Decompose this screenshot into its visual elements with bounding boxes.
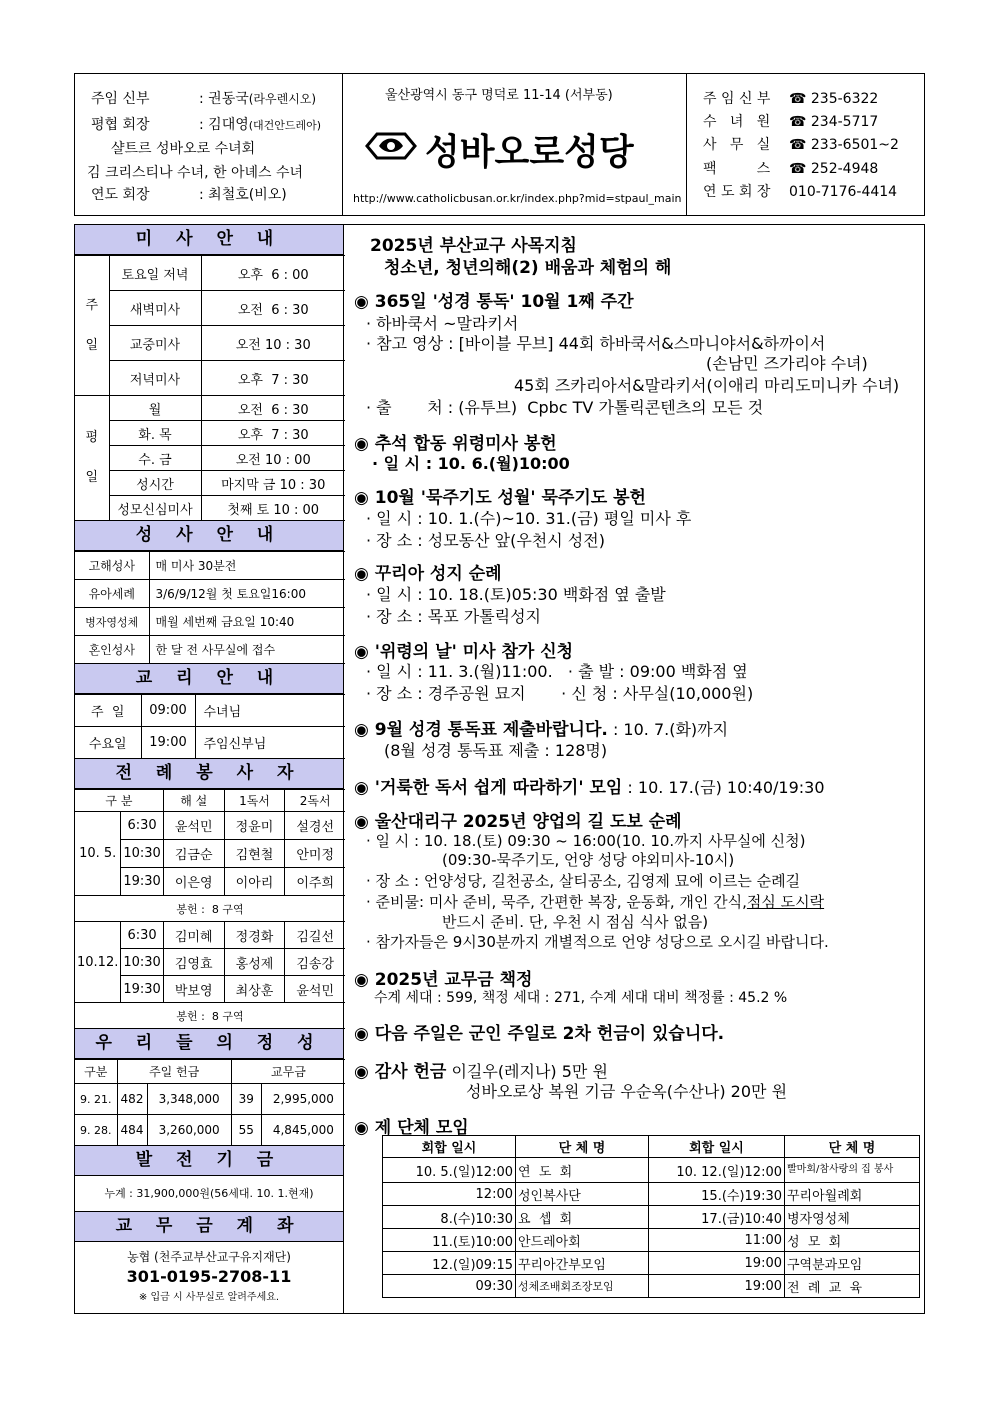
sunday-count: 482 — [117, 1084, 147, 1115]
service-time: 10:30 — [121, 840, 163, 868]
meeting-time: 12.(일)09:15 — [383, 1252, 516, 1275]
meeting-group: 성인복사단 — [516, 1183, 649, 1206]
reader-2: 이주희 — [285, 868, 345, 896]
meeting-group: 연 도 회 — [516, 1158, 649, 1183]
commentator: 김영효 — [163, 949, 224, 976]
dues-count: 39 — [231, 1084, 261, 1115]
meeting-time: 19:00 — [649, 1252, 785, 1275]
mass-main: 교중미사 — [109, 326, 201, 361]
meeting-group: 전 례 교 육 — [785, 1275, 920, 1298]
notice-line: 수계 세대 : 599, 책정 세대 : 271, 수계 세대 대비 책정률 : 45.2 % — [374, 990, 788, 1006]
meeting-time: 19:00 — [649, 1275, 785, 1298]
meeting-time: 12:00 — [383, 1183, 516, 1206]
development-total: 누계 : 31,900,000원(56세대. 10. 1.현재) — [75, 1176, 343, 1212]
mass-time: 오후 7 : 30 — [201, 361, 345, 396]
offering-group: 봉헌 : 8 구역 — [75, 1003, 345, 1029]
meetings-table — [382, 1135, 920, 1298]
staff-priest: 주임 신부 : 권동국(라우렌시오) — [91, 91, 317, 107]
commentator: 이은영 — [163, 868, 224, 896]
sacrament-table — [75, 551, 345, 664]
col-header: 주일 헌금 — [117, 1060, 231, 1084]
reader-2: 안미정 — [285, 840, 345, 868]
reader-1: 홍성제 — [224, 949, 285, 976]
mass-wed-fri: 수. 금 — [109, 446, 201, 471]
meeting-time: 17.(금)10:40 — [649, 1206, 785, 1229]
notice-line: · 참가자들은 9시30분까지 개별적으로 언양 성당으로 오시길 바랍니다. — [366, 933, 829, 951]
contact-office: 사 무 실 ☎ 233-6501~2 — [703, 137, 899, 153]
church-panel — [343, 74, 687, 215]
service-time: 19:30 — [121, 868, 163, 896]
commentator: 박보영 — [163, 976, 224, 1003]
meeting-time: 11.(토)10:00 — [383, 1229, 516, 1252]
meeting-group: 빨마회/참사랑의 집 봉사 — [785, 1158, 920, 1183]
church-name: 성바오로성당 — [425, 132, 634, 173]
dues-amount: 2,995,000 — [261, 1084, 345, 1115]
reader-1: 최상훈 — [224, 976, 285, 1003]
meeting-time: 15.(수)19:30 — [649, 1183, 785, 1206]
meeting-group: 안드레아회 — [516, 1229, 649, 1252]
meeting-group: 꾸리아월례회 — [785, 1183, 920, 1206]
account-note: ※ 입금 시 사무실로 알려주세요. — [138, 1292, 280, 1303]
liturgy-table — [75, 789, 345, 1029]
col-header: 단 체 명 — [516, 1136, 649, 1158]
meeting-group: 구역분과모임 — [785, 1252, 920, 1275]
notice-memorial-mass: ◉ 추석 합동 위령미사 봉헌 — [354, 434, 557, 454]
mass-time: 오전 10 : 30 — [201, 326, 345, 361]
account-bank: 농협 (천주교부산교구유지재단) — [127, 1250, 291, 1264]
sunday-amount: 3,348,000 — [147, 1084, 231, 1115]
dues-count: 55 — [231, 1115, 261, 1146]
notice-dues: ◉ 2025년 교무금 책정 — [354, 970, 533, 990]
reader-1: 김현철 — [224, 840, 285, 868]
notice-line: · 준비물: 미사 준비, 묵주, 간편한 복장, 운동화, 개인 간식,점심 도시락 — [366, 893, 825, 911]
notice-bible-reading: ◉ 365일 '성경 통독' 10월 1째 주간 — [354, 292, 634, 312]
notice-all-souls: ◉ '위령의 날' 미사 참가 신청 — [354, 642, 574, 662]
catechism-day: 주 일 — [75, 695, 141, 727]
notice-bible-sheet: ◉ 9월 성경 통독표 제출바랍니다. : 10. 7.(화)까지 — [354, 720, 729, 740]
mass-time: 오전 10 : 00 — [201, 446, 345, 471]
notice-lectio: ◉ '거룩한 독서 쉽게 따라하기' 모임 : 10. 17.(금) 10:40/19:30 — [354, 778, 825, 798]
meeting-group: 꾸리아간부모임 — [516, 1252, 649, 1275]
notice-line: (손남민 즈가리야 수녀) — [706, 354, 868, 373]
notice-line: · 장 소 : 언양성당, 길천공소, 살티공소, 김영제 묘에 이르는 순례길 — [366, 872, 801, 890]
service-date: 10.12. — [75, 922, 121, 1003]
notice-rosary: ◉ 10월 '묵주기도 성월' 묵주기도 봉헌 — [354, 488, 646, 508]
mass-time: 마지막 금 10 : 30 — [201, 471, 345, 496]
meeting-time: 09:30 — [383, 1275, 516, 1298]
col-header: 구 분 — [75, 790, 163, 812]
catechism-teacher: 주임신부님 — [195, 727, 345, 759]
notice-second-collection: ◉ 다음 주일은 군인 주일로 2차 헌금이 있습니다. — [354, 1024, 725, 1044]
mass-mon: 월 — [109, 396, 201, 421]
sunday-count: 484 — [117, 1115, 147, 1146]
liturgy-title: 전 례 봉 사 자 — [75, 759, 343, 789]
sacrament-info: 매 미사 30분전 — [149, 552, 345, 580]
mass-sat-eve: 토요일 저녁 — [109, 256, 201, 291]
notice-line: · 참고 영상 : [바이블 무브] 44회 하바쿡서&스마니야서&하까이서 — [366, 334, 826, 353]
meeting-group: 성체조배회조장모임 — [516, 1275, 649, 1298]
col-header: 1독서 — [224, 790, 285, 812]
reader-1: 이아리 — [224, 868, 285, 896]
marian-mass: 성모신심미사 — [109, 496, 201, 521]
contacts-panel — [687, 74, 925, 215]
service-date: 10. 5. — [75, 812, 121, 896]
notice-line: · 일 시 : 10. 1.(수)~10. 31.(금) 평일 미사 후 — [366, 509, 692, 528]
staff-sisters: 샬트르 성바오로 수녀회 — [111, 141, 256, 157]
notice-line: 반드시 준비. 단, 우천 시 점심 식사 없음) — [442, 913, 709, 931]
service-time: 6:30 — [121, 922, 163, 949]
mass-table — [75, 255, 345, 521]
sacrament-title: 성 사 안 내 — [75, 521, 343, 551]
notice-walking-pilgrimage: ◉ 울산대리구 2025년 양업의 길 도보 순례 — [354, 812, 682, 832]
col-header: 해 설 — [163, 790, 224, 812]
notice-line: 45회 즈카리아서&말라키서(이애리 마리도미니카 수녀) — [514, 376, 900, 395]
sunday-label: 주 일 — [75, 256, 109, 396]
meeting-group: 요 셉 회 — [516, 1206, 649, 1229]
notice-line: (8월 성경 통독표 제출 : 128명) — [384, 741, 608, 760]
meeting-group: 병자영성체 — [785, 1206, 920, 1229]
sacrament-info: 한 달 전 사무실에 접수 — [149, 636, 345, 664]
dues-amount: 4,845,000 — [261, 1115, 345, 1146]
catechism-table — [75, 694, 345, 759]
meeting-time: 10. 5.(일)12:00 — [383, 1158, 516, 1183]
contact-convent: 수 녀 원 ☎ 234-5717 — [703, 114, 879, 130]
offering-date: 9. 21. — [75, 1084, 117, 1115]
sunday-amount: 3,260,000 — [147, 1115, 231, 1146]
right-column — [344, 224, 925, 1314]
mass-time: 오전 6 : 30 — [201, 396, 345, 421]
staff-sister-names: 김 크리스티나 수녀, 한 아녜스 수녀 — [87, 165, 304, 181]
holy-hour: 성시간 — [109, 471, 201, 496]
mass-time: 오전 6 : 30 — [201, 291, 345, 326]
offering-table — [75, 1059, 345, 1146]
col-header: 회합 일시 — [383, 1136, 516, 1158]
service-time: 19:30 — [121, 976, 163, 1003]
col-header: 2독서 — [285, 790, 345, 812]
catechism-time: 19:00 — [141, 727, 195, 759]
mass-evening: 저녁미사 — [109, 361, 201, 396]
sacrament-info: 매월 세번째 금요일 10:40 — [149, 608, 345, 636]
offering-title: 우 리 들 의 정 성 — [75, 1029, 343, 1059]
catechism-title: 교 리 안 내 — [75, 664, 343, 694]
website-link[interactable]: http://www.catholicbusan.or.kr/index.php?mid=stpaul_main — [353, 192, 682, 205]
account-number: 301-0195-2708-11 — [126, 1267, 292, 1286]
mass-time: 첫째 토 10 : 00 — [201, 496, 345, 521]
meeting-time: 8.(수)10:30 — [383, 1206, 516, 1229]
sacrament-name: 병자영성체 — [75, 608, 149, 636]
church-logo-icon — [363, 126, 419, 170]
reader-1: 정경화 — [224, 922, 285, 949]
col-header: 교무금 — [231, 1060, 345, 1084]
staff-yeondo: 연도 회장 : 최철호(비오) — [91, 187, 287, 203]
notice-line: · 장 소 : 경주공원 묘지 · 신 청 : 사무실(10,000원) — [366, 684, 754, 703]
offering-group: 봉헌 : 8 구역 — [75, 896, 345, 922]
meeting-time: 11:00 — [649, 1229, 785, 1252]
notice-line: · 일 시 : 10. 18.(토)05:30 백화점 옆 출발 — [366, 585, 666, 604]
address: 울산광역시 동구 명덕로 11-14 (서부동) — [385, 88, 613, 103]
service-time: 10:30 — [121, 949, 163, 976]
catechism-time: 09:00 — [141, 695, 195, 727]
sacrament-info: 3/6/9/12월 첫 토요일16:00 — [149, 580, 345, 608]
pastoral-subtitle: 청소년, 청년의해(2) 배움과 체험의 해 — [384, 258, 672, 278]
notice-line: 성바오로상 복원 기금 우순옥(수산나) 20만 원 — [466, 1082, 788, 1101]
notice-line: · 일 시 : 10. 6.(월)10:00 — [372, 454, 570, 473]
bulletin-header — [74, 73, 925, 216]
contact-fax: 팩 스 ☎ 252-4948 — [703, 161, 879, 177]
col-header: 구분 — [75, 1060, 117, 1084]
reader-1: 정윤미 — [224, 812, 285, 840]
catechism-day: 수요일 — [75, 727, 141, 759]
account-title: 교 무 금 계 좌 — [75, 1212, 343, 1242]
col-header: 단 체 명 — [785, 1136, 920, 1158]
mass-dawn: 새벽미사 — [109, 291, 201, 326]
notice-line: · 출 처 : (유투브) Cpbc TV 가톨릭콘텐츠의 모든 것 — [366, 398, 764, 417]
notice-line: · 장 소 : 목포 가톨릭성지 — [366, 607, 542, 626]
reader-2: 설경선 — [285, 812, 345, 840]
mass-tue-thu: 화. 목 — [109, 421, 201, 446]
reader-2: 김길선 — [285, 922, 345, 949]
notice-line: (09:30-묵주기도, 언양 성당 야외미사-10시) — [442, 851, 735, 869]
sacrament-name: 고해성사 — [75, 552, 149, 580]
left-column — [74, 224, 344, 1314]
notice-line: · 일 시 : 11. 3.(월)11:00. · 출 발 : 09:00 백화점 옆 — [366, 662, 748, 681]
commentator: 윤석민 — [163, 812, 224, 840]
sacrament-name: 유아세례 — [75, 580, 149, 608]
contact-yeondo: 연 도 회 장 010-7176-4414 — [703, 184, 898, 200]
sacrament-name: 혼인성사 — [75, 636, 149, 664]
offering-date: 9. 28. — [75, 1115, 117, 1146]
reader-2: 김송강 — [285, 949, 345, 976]
reader-2: 윤석민 — [285, 976, 345, 1003]
col-header: 회합 일시 — [649, 1136, 785, 1158]
mass-title: 미 사 안 내 — [75, 225, 343, 255]
staff-panel — [75, 74, 343, 215]
catechism-teacher: 수녀님 — [195, 695, 345, 727]
notice-line: · 장 소 : 성모동산 앞(우천시 성전) — [366, 531, 605, 550]
meetings-title: ◉ 제 단체 모임 — [354, 1118, 469, 1138]
commentator: 김금순 — [163, 840, 224, 868]
mass-time: 오후 6 : 00 — [201, 256, 345, 291]
mass-time: 오후 7 : 30 — [201, 421, 345, 446]
meeting-group: 성 모 회 — [785, 1229, 920, 1252]
pastoral-title: 2025년 부산교구 사목지침 — [370, 236, 577, 256]
weekday-label: 평 일 — [75, 396, 109, 521]
notice-line: · 일 시 : 10. 18.(토) 09:30 ~ 16:00(10. 10.까지 사무실에 신청) — [366, 832, 806, 850]
commentator: 김미혜 — [163, 922, 224, 949]
notice-thanks-offering: ◉ 감사 헌금 이길우(레지나) 5만 원 — [354, 1062, 608, 1082]
notice-line: · 하바쿡서 ~말라키서 — [366, 314, 519, 333]
staff-council: 평협 회장 : 김대영(대건안드레아) — [91, 117, 322, 133]
contact-priest: 주 임 신 부 ☎ 235-6322 — [703, 91, 879, 107]
development-title: 발 전 기 금 — [75, 1146, 343, 1176]
service-time: 6:30 — [121, 812, 163, 840]
meeting-time: 10. 12.(일)12:00 — [649, 1158, 785, 1183]
notice-pilgrimage: ◉ 꾸리아 성지 순례 — [354, 564, 502, 584]
